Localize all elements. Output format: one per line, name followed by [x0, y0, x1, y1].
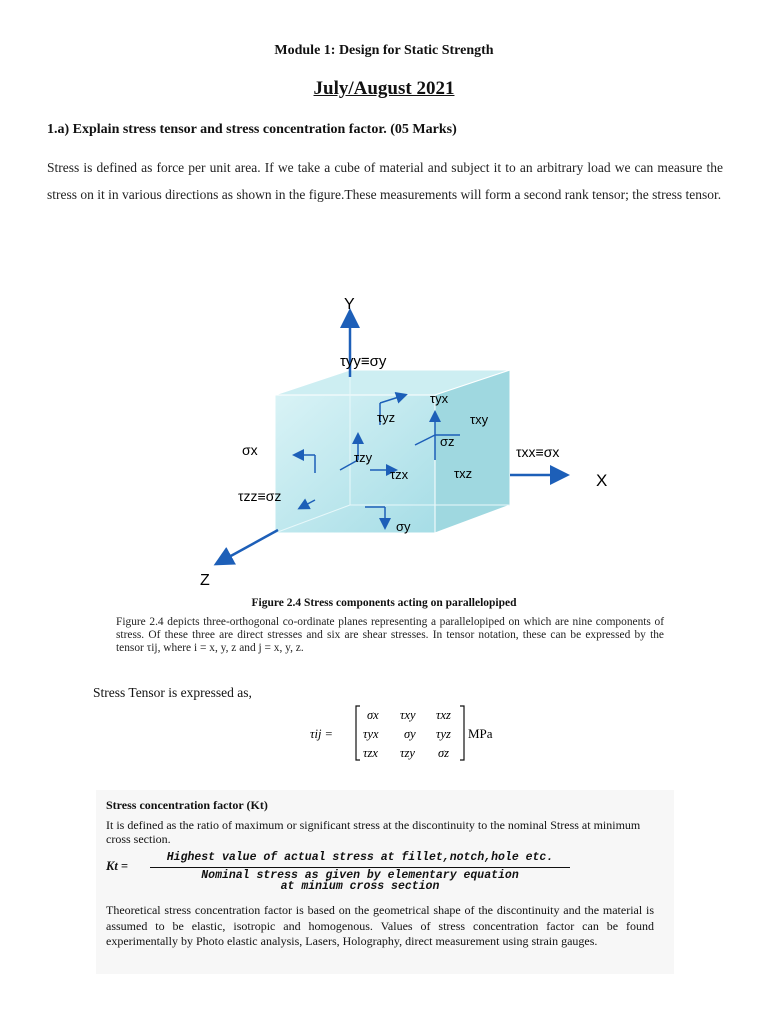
matrix-lhs: τij =: [310, 727, 333, 741]
kt-denominator-line2: at minium cross section: [280, 880, 440, 893]
label-tzx: τzx: [390, 467, 409, 482]
label-sy: σy: [396, 519, 411, 534]
y-axis-label: Y: [344, 296, 355, 313]
z-axis-label: Z: [200, 572, 210, 589]
label-tyy: τyy≡σy: [340, 353, 387, 370]
kt-definition: It is defined as the ratio of maximum or significant stress at the discontinuity to the nominal Stress at minimum cross section.: [106, 818, 641, 846]
matrix-cell: σx: [367, 708, 379, 722]
matrix-cell: τyx: [363, 727, 379, 741]
matrix-cell: σy: [404, 727, 416, 741]
matrix-cell: τzx: [363, 746, 378, 760]
label-tyx: τyx: [430, 391, 449, 406]
kt-theory: Theoretical stress concentration factor is based on the geometrical shape of the discontinuity and the material is assumed to be elastic, isotropic and homogenous. Values of stress concentration factor can be found experimentally by Photo elastic analysis, Lasers, Holography, direct measurement using strain gauges.: [106, 903, 654, 948]
z-axis-arrow: [218, 530, 278, 563]
matrix-cell: τyz: [436, 727, 451, 741]
label-tzy: τzy: [354, 450, 373, 465]
label-sx: σx: [242, 442, 258, 458]
figure-caption: Figure 2.4 Stress components acting on parallelopiped: [251, 597, 517, 609]
kt-title: Stress concentration factor (Kt): [106, 798, 268, 812]
label-tzz: τzz≡σz: [238, 488, 282, 504]
x-axis-label: X: [596, 471, 608, 490]
matrix-unit: MPa: [468, 726, 493, 741]
label-txz: τxz: [454, 466, 473, 481]
label-sz: σz: [440, 434, 455, 449]
kt-numerator: Highest value of actual stress at fillet,notch,hole etc.: [166, 851, 554, 864]
tensor-intro: Stress Tensor is expressed as,: [93, 685, 252, 700]
date-heading: July/August 2021: [313, 78, 455, 99]
matrix-cell: τxy: [400, 708, 416, 722]
module-title: Module 1: Design for Static Strength: [274, 43, 494, 58]
label-txx: τxx≡σx: [516, 444, 560, 460]
matrix-cell: τzy: [400, 746, 415, 760]
stress-cube-figure: [180, 285, 620, 595]
matrix-cell: σz: [438, 746, 450, 760]
answer-paragraph: Stress is defined as force per unit area. If we take a cube of material and subject it to an arbitrary load we can measure the stress on it in various directions as shown in the figure.These measurements will form a second rank tensor; the stress tensor.: [47, 160, 723, 202]
label-tyz: τyz: [377, 410, 396, 425]
kt-denominator: Nominal stress as given by elementary equation: [150, 867, 570, 882]
figure-description: Figure 2.4 depicts three-orthogonal co-ordinate planes representing a parallelopiped on which are nine components of stress. Of these three are direct stresses and six are shear stresses. In tensor notation, these can be expressed by the tensor τij, where i = x, y, z and j = x, y, z.: [116, 616, 664, 654]
question-heading: 1.a) Explain stress tensor and stress concentration factor. (05 Marks): [47, 122, 457, 137]
stress-concentration-block: [96, 790, 674, 974]
matrix-cell: τxz: [436, 708, 451, 722]
kt-equation-lhs: Kt =: [106, 859, 129, 873]
label-txy: τxy: [470, 412, 489, 427]
stress-tensor-matrix: [310, 702, 520, 764]
